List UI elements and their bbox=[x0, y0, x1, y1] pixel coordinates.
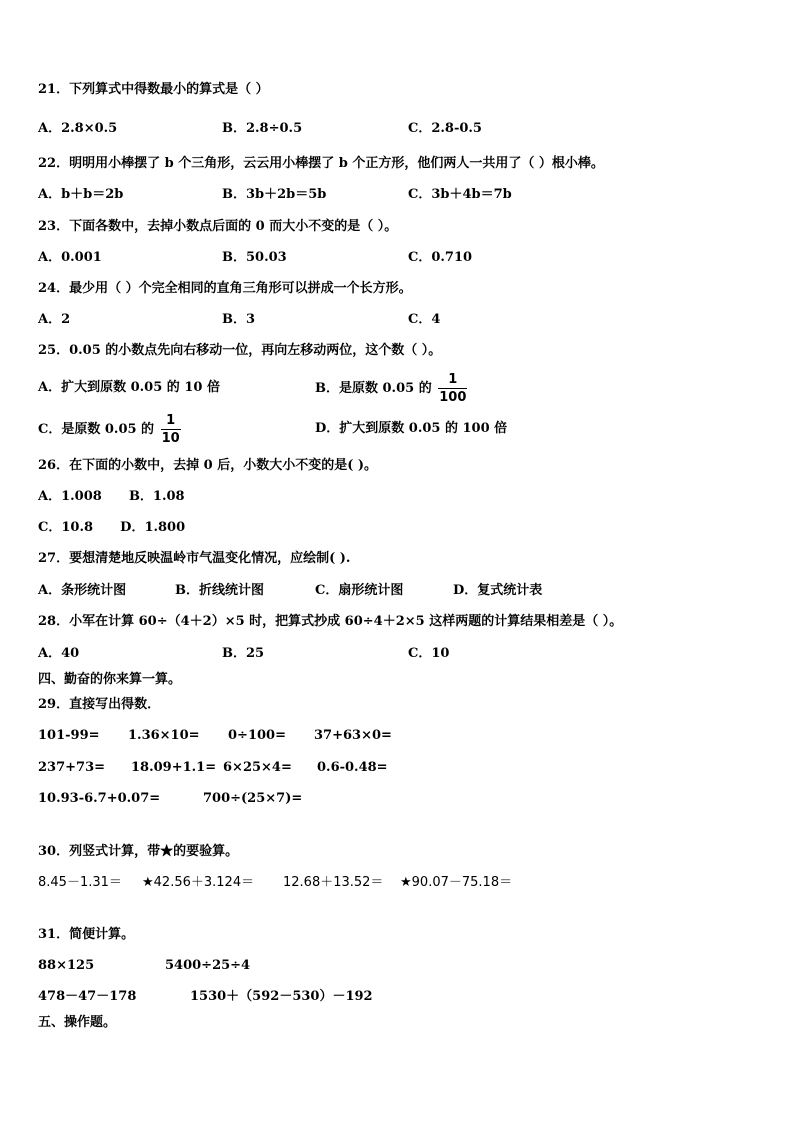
q23-stem: 23．下面各数中，去掉小数点后面的 0 而大小不变的是（ ）。 bbox=[38, 219, 398, 234]
q31-item: 478－47－178 bbox=[38, 989, 137, 1004]
q28-option-c: C．10 bbox=[408, 646, 450, 661]
q24-option-b: B．3 bbox=[222, 312, 256, 327]
q25-option-a: A．扩大到原数 0.05 的 10 倍 bbox=[38, 380, 220, 395]
q21-stem: 21．下列算式中得数最小的算式是（ ） bbox=[38, 82, 269, 97]
fraction-numerator: 1 bbox=[166, 413, 176, 428]
fraction-denominator: 100 bbox=[439, 390, 467, 405]
q29-item: 6×25×4= bbox=[223, 760, 292, 775]
fraction-one-hundredth bbox=[438, 371, 467, 406]
q31-stem: 31．简便计算。 bbox=[38, 927, 135, 942]
q27-stem: 27．要想清楚地反映温岭市气温变化情况，应绘制( ). bbox=[38, 551, 351, 566]
q25-option-b-text: B．是原数 0.05 的 bbox=[315, 381, 432, 396]
fraction-denominator: 10 bbox=[161, 431, 180, 446]
q27-option-b: B．折线统计图 bbox=[175, 583, 264, 598]
q22-option-b: B．3b＋2b＝5b bbox=[222, 187, 327, 202]
section-5-heading: 五、操作题。 bbox=[38, 1015, 117, 1030]
q30-item: ★42.56＋3.124＝ bbox=[142, 875, 255, 890]
q29-item: 18.09+1.1= bbox=[131, 760, 217, 775]
q23-option-a: A．0.001 bbox=[38, 250, 102, 265]
q29-stem: 29．直接写出得数． bbox=[38, 697, 161, 712]
q30-stem: 30．列竖式计算，带★的要验算。 bbox=[38, 844, 239, 859]
q26-options-cd: C．10.8 D．1.800 bbox=[38, 520, 186, 535]
q24-stem: 24．最少用（ ）个完全相同的直角三角形可以拼成一个长方形。 bbox=[38, 281, 412, 296]
q29-item: 1.36×10= bbox=[128, 728, 200, 743]
q28-option-b: B．25 bbox=[222, 646, 265, 661]
q27-option-a: A．条形统计图 bbox=[38, 583, 127, 598]
q31-item: 1530＋（592－530）－192 bbox=[190, 989, 373, 1004]
q31-item: 5400÷25÷4 bbox=[165, 958, 251, 973]
q22-stem: 22．明明用小棒摆了 b 个三角形，云云用小棒摆了 b 个正方形，他们两人一共用了（ ）根小棒。 bbox=[38, 156, 604, 171]
q30-item: 12.68＋13.52＝ bbox=[283, 875, 384, 890]
q25-option-d: D．扩大到原数 0.05 的 100 倍 bbox=[315, 421, 508, 436]
q21-option-c: C．2.8-0.5 bbox=[408, 121, 482, 136]
q31-item: 88×125 bbox=[38, 958, 95, 973]
q29-item: 237+73= bbox=[38, 760, 106, 775]
q29-item: 0÷100= bbox=[228, 728, 286, 743]
q23-option-b: B．50.03 bbox=[222, 250, 287, 265]
q24-option-a: A．2 bbox=[38, 312, 71, 327]
q29-item: 700÷(25×7)= bbox=[203, 791, 303, 806]
q30-item: 8.45－1.31＝ bbox=[38, 875, 122, 890]
q21-option-b: B．2.8÷0.5 bbox=[222, 121, 303, 136]
q25-option-c bbox=[38, 412, 181, 447]
q23-option-c: C．0.710 bbox=[408, 250, 473, 265]
q25-stem: 25．0.05 的小数点先向右移动一位，再向左移动两位，这个数（ ）。 bbox=[38, 343, 442, 358]
q26-options-ab: A．1.008 B．1.08 bbox=[38, 489, 185, 504]
q21-option-a: A．2.8×0.5 bbox=[38, 121, 118, 136]
q29-item: 101-99= bbox=[38, 728, 100, 743]
q28-option-a: A．40 bbox=[38, 646, 80, 661]
q27-option-c: C．扇形统计图 bbox=[315, 583, 404, 598]
q22-option-a: A．b＋b＝2b bbox=[38, 187, 124, 202]
q29-item: 37+63×0= bbox=[314, 728, 392, 743]
q24-option-c: C．4 bbox=[408, 312, 441, 327]
fraction-numerator: 1 bbox=[448, 372, 458, 387]
fraction-one-tenth bbox=[161, 412, 181, 447]
q28-stem: 28．小军在计算 60÷（4＋2）×5 时，把算式抄成 60÷4＋2×5 这样两题的计算结果相差是（ ）。 bbox=[38, 614, 623, 629]
q22-option-c: C．3b＋4b＝7b bbox=[408, 187, 512, 202]
q30-item: ★90.07－75.18＝ bbox=[400, 875, 513, 890]
q27-option-d: D．复式统计表 bbox=[453, 583, 543, 598]
section-4-heading: 四、勤奋的你来算一算。 bbox=[38, 672, 182, 687]
q25-option-b bbox=[315, 371, 467, 406]
q26-stem: 26．在下面的小数中，去掉 0 后，小数大小不变的是( )。 bbox=[38, 458, 378, 473]
q29-item: 10.93-6.7+0.07= bbox=[38, 791, 161, 806]
q29-item: 0.6-0.48= bbox=[317, 760, 388, 775]
q25-option-c-text: C．是原数 0.05 的 bbox=[38, 422, 155, 437]
